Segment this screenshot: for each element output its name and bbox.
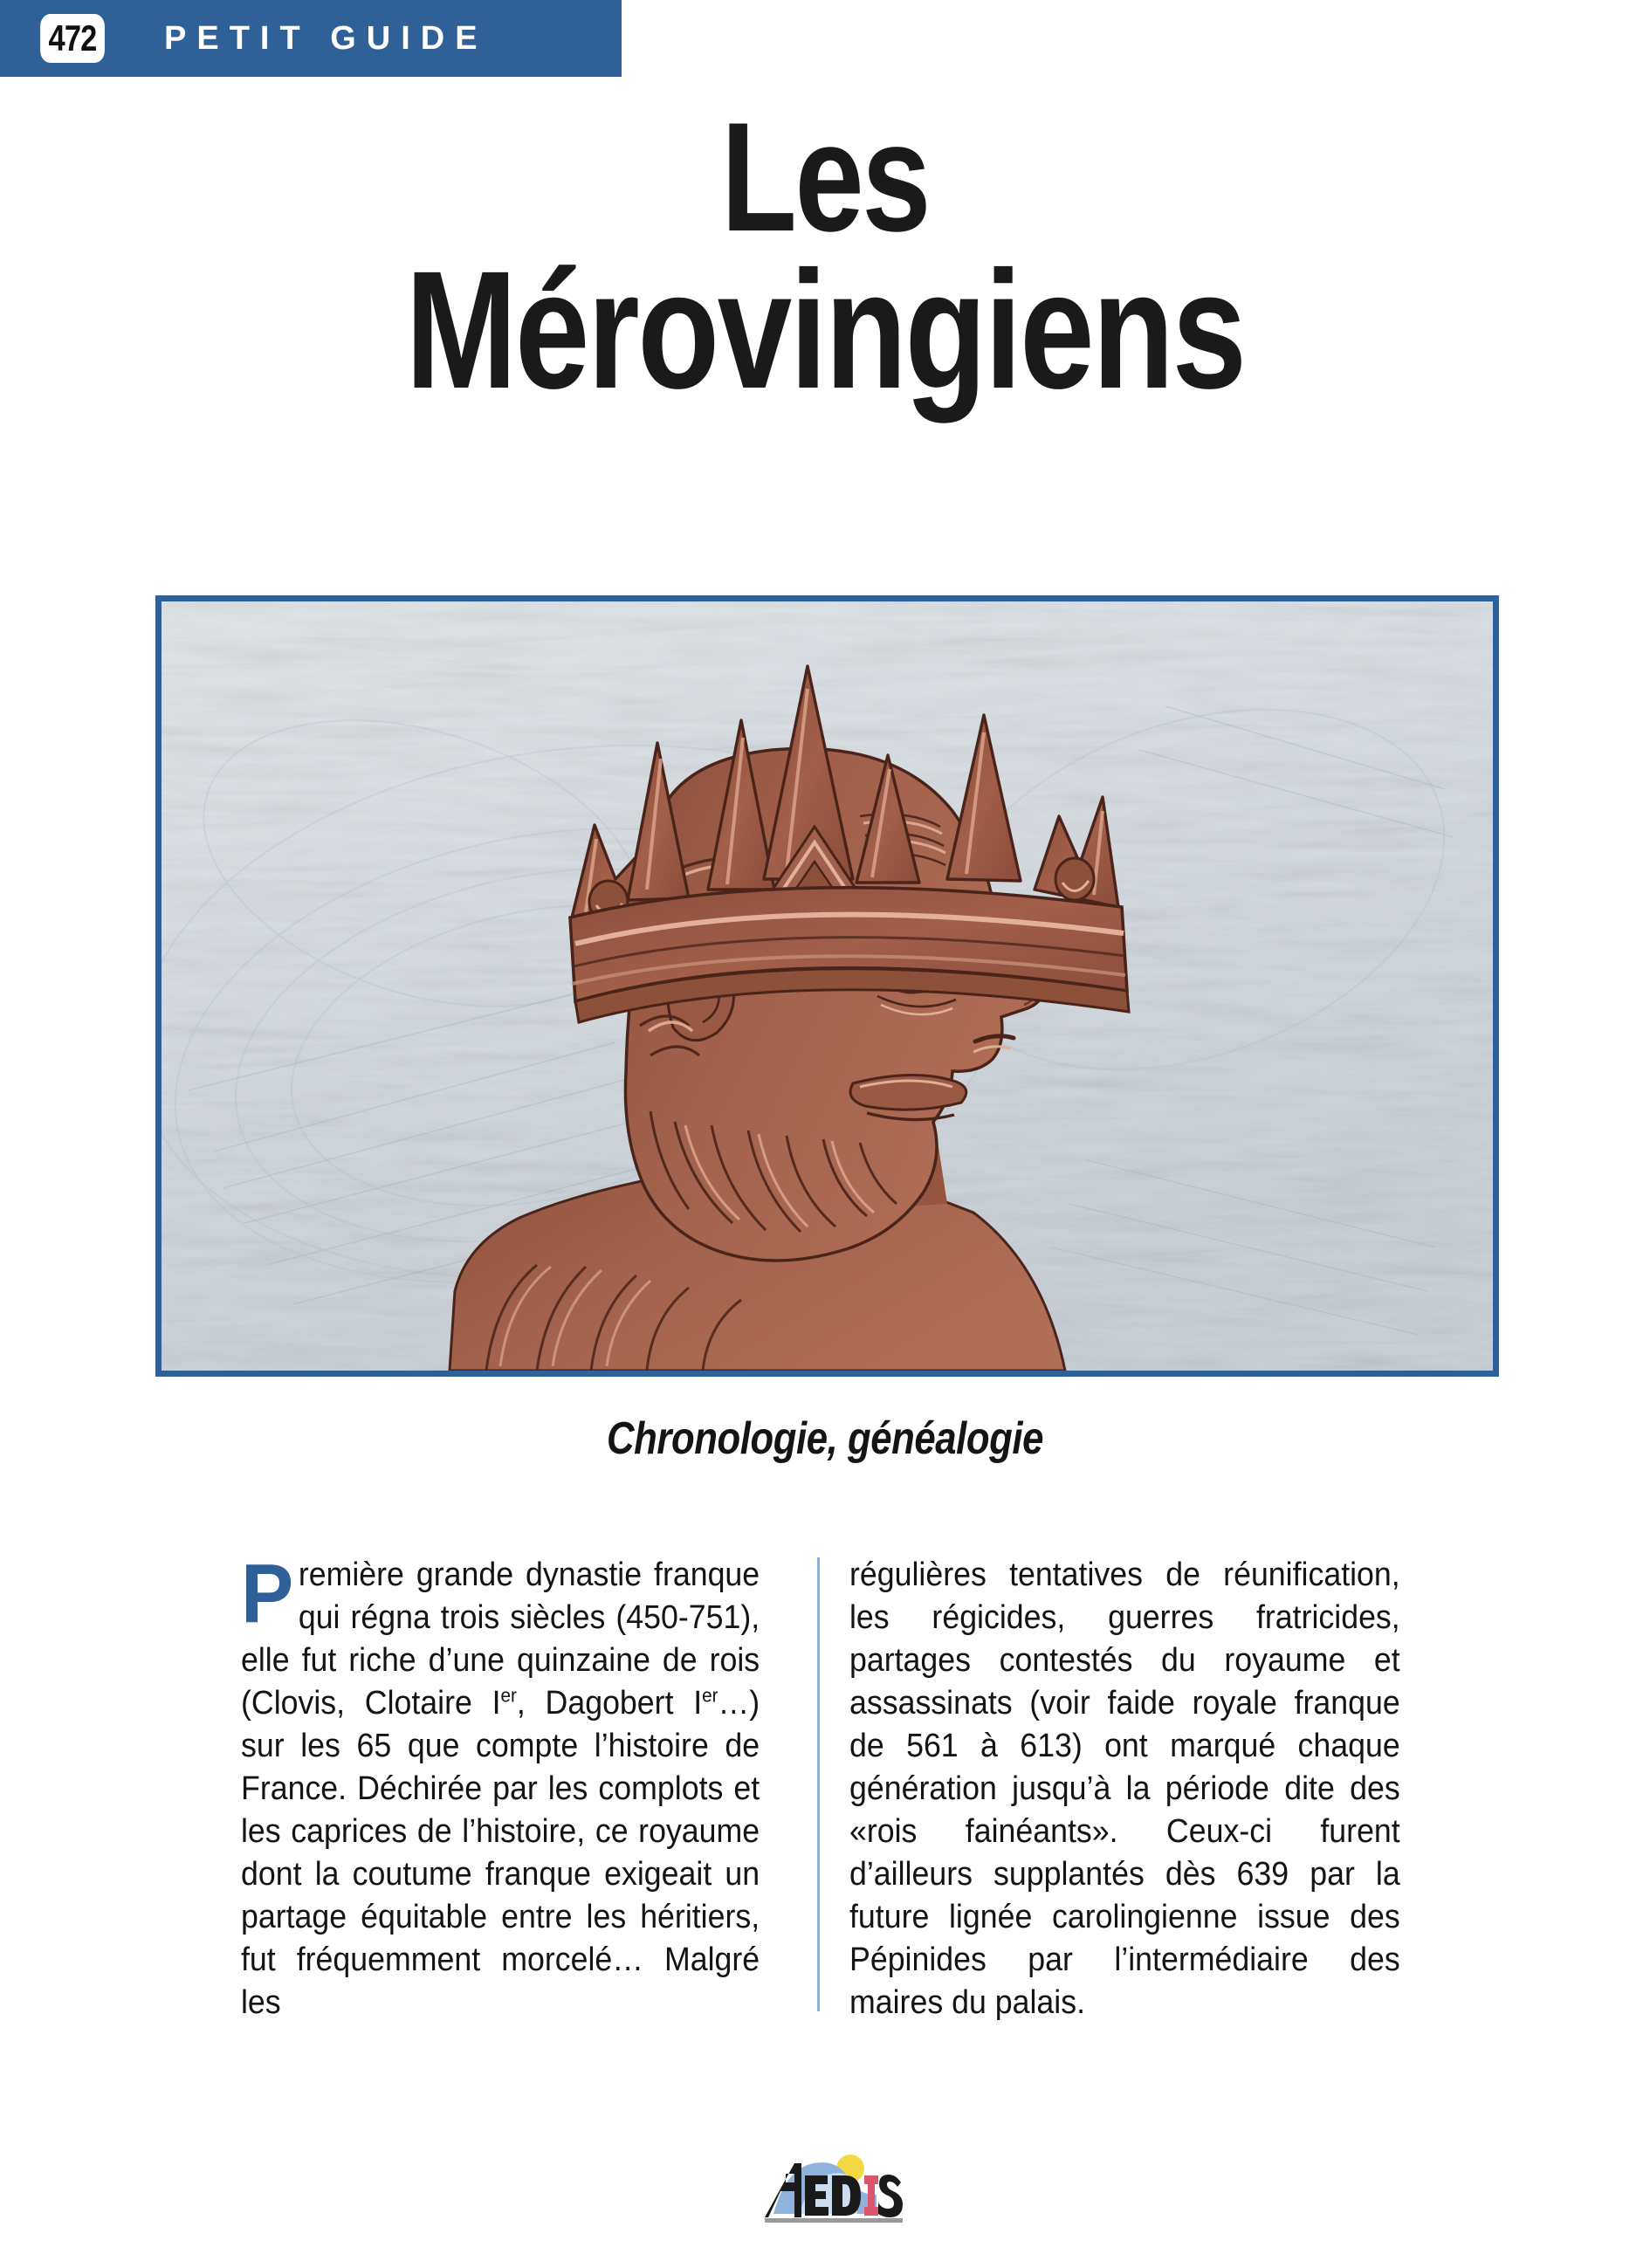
subtitle: Chronologie, généalogie: [607, 1413, 1043, 1464]
column-divider: [817, 1557, 820, 2011]
article-body: [241, 1547, 1435, 2024]
merovingian-king-illustration: [162, 601, 1493, 1371]
page-title: [0, 90, 1650, 424]
body-column-right: régulières tentatives de réunification, les régicides, guerres fratricides, partages contestés du royaume et assassinats (voir faide royale franque de 561 à 613) ont marqué chaque génération jusqu’à la période dite des «rois fainéants». Ceux-ci furent d’ailleurs supplantés dès 639 par la future lignée carolingienne issue des Pépinides par l’intermédiaire des maires du palais.: [849, 1557, 1400, 2022]
collection-label: PETIT GUIDE: [164, 19, 488, 57]
body-column-left: [241, 1547, 782, 2024]
page-title-line-1: Les: [720, 90, 930, 264]
page-number-badge: 472: [40, 14, 105, 63]
logo-base-bar: [765, 2218, 903, 2223]
aedis-logo-mark: [747, 2149, 903, 2233]
header-banner: [0, 0, 622, 77]
dropcap-letter: P: [241, 1547, 294, 1640]
body-left-text: remière grande dynastie franque qui régna trois siècles (450-751), elle fut riche d’une quinzaine de rois (Clovis, Clotaire Ier, Dagobert Ier…) sur les 65 que compte l’histoire de France. Déchirée par les complots et les caprices de l’histoire, ce royaume dont la coutume franque exigeait un partage équitable entre les héritiers, fut fréquemment morcelé… Malgré les: [241, 1557, 760, 2022]
page-title-line-2: Mérovingiens: [405, 236, 1245, 424]
aedis-logo: [747, 2149, 903, 2233]
illustration-frame: [155, 595, 1499, 1377]
